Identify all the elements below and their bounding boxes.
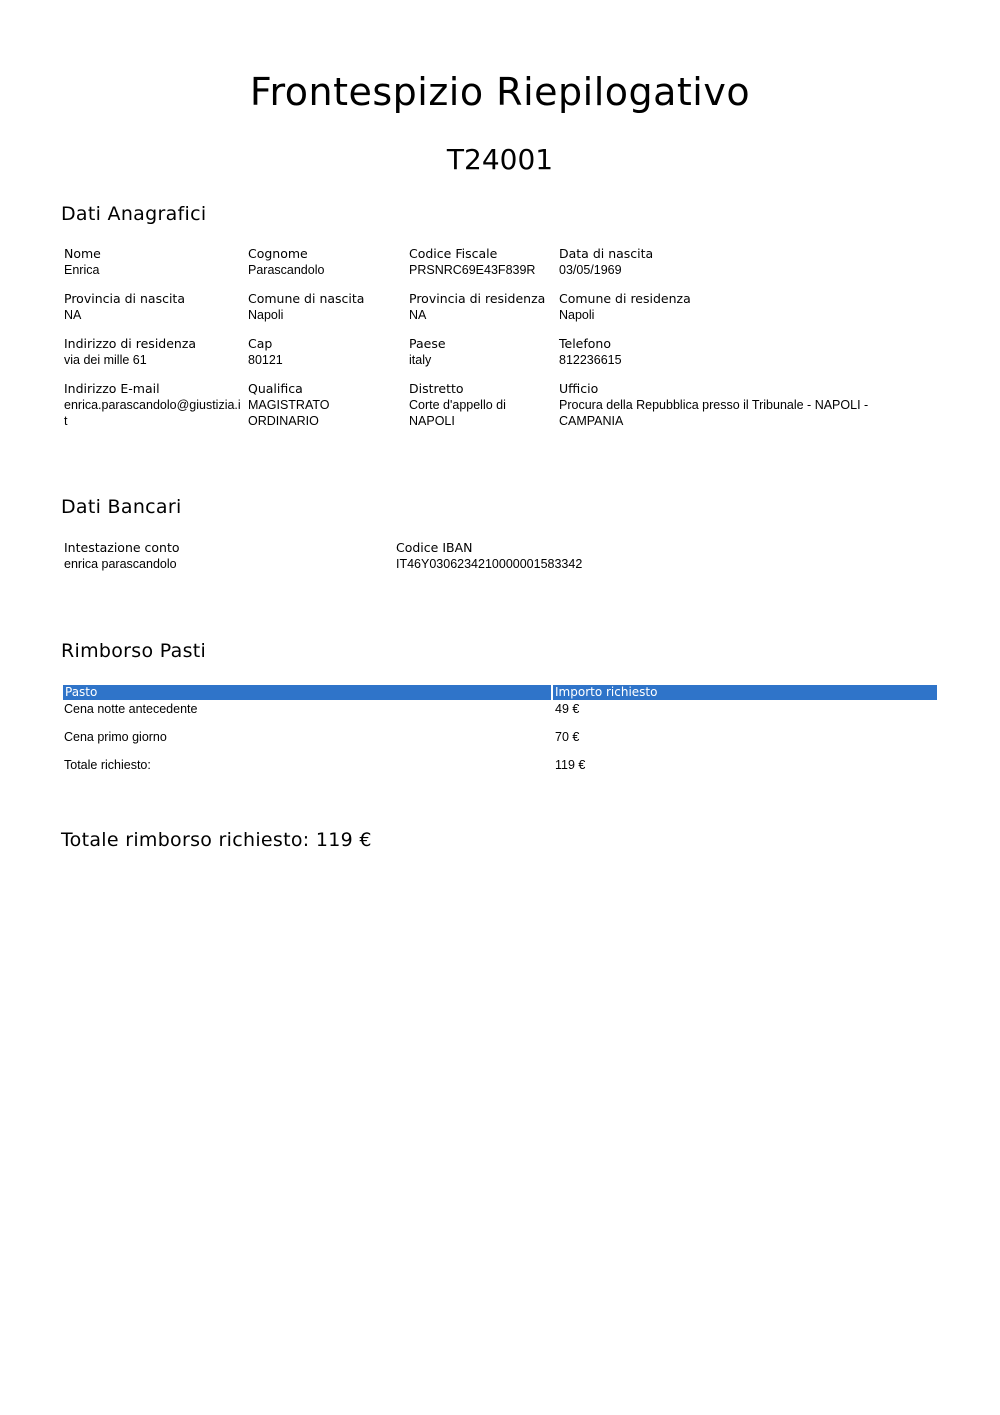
- field-provincia-nascita: [64, 291, 244, 323]
- field-value: italy: [409, 353, 432, 367]
- field-label: Codice Fiscale: [409, 246, 498, 261]
- document-code: T24001: [446, 143, 554, 176]
- field-value: NA: [64, 308, 82, 322]
- field-value: NA: [409, 308, 427, 322]
- field-value: IT46Y0306234210000001583342: [396, 557, 583, 571]
- section-title-bancari: Dati Bancari: [61, 496, 182, 518]
- field-data-nascita: [559, 246, 889, 278]
- table-header-importo: Importo richiesto: [553, 685, 937, 700]
- field-value: 03/05/1969: [559, 263, 622, 277]
- field-label: Data di nascita: [559, 246, 654, 261]
- field-label: Ufficio: [559, 381, 599, 396]
- field-label: Comune di nascita: [248, 291, 365, 306]
- field-value: 80121: [248, 353, 283, 367]
- field-cognome: [248, 246, 406, 278]
- field-value: 812236615: [559, 353, 622, 367]
- field-label: Cognome: [248, 246, 308, 261]
- table-cell-pasto: Cena notte antecedente: [64, 702, 198, 716]
- document-title: Frontespizio Riepilogativo: [249, 70, 751, 114]
- field-value: Napoli: [248, 308, 284, 322]
- section-title-pasti: Rimborso Pasti: [61, 640, 207, 662]
- field-codice-iban: [396, 540, 796, 572]
- field-label: Provincia di residenza: [409, 291, 546, 306]
- field-value: PRSNRC69E43F839R: [409, 263, 536, 277]
- section-title-anagrafici: Dati Anagrafici: [61, 203, 207, 225]
- field-value: Procura della Repubblica presso il Tribunale - NAPOLI - CAMPANIA: [559, 398, 869, 428]
- field-label: Provincia di nascita: [64, 291, 185, 306]
- field-email: [64, 381, 244, 429]
- field-label: Indirizzo di residenza: [64, 336, 197, 351]
- field-value: enrica parascandolo: [64, 557, 177, 571]
- field-label: Paese: [409, 336, 446, 351]
- field-indirizzo-residenza: [64, 336, 244, 368]
- field-label: Distretto: [409, 381, 464, 396]
- field-cap: [248, 336, 406, 368]
- field-telefono: [559, 336, 889, 368]
- field-label: Comune di residenza: [559, 291, 691, 306]
- field-value: MAGISTRATO ORDINARIO: [248, 398, 330, 428]
- field-label: Nome: [64, 246, 101, 261]
- table-cell-importo: 49 €: [555, 702, 580, 716]
- field-provincia-residenza: [409, 291, 557, 323]
- field-intestazione-conto: [64, 540, 384, 572]
- table-cell-importo: 70 €: [555, 730, 580, 744]
- field-paese: [409, 336, 557, 368]
- field-value: Enrica: [64, 263, 100, 277]
- field-label: Cap: [248, 336, 273, 351]
- table-header-pasto: Pasto: [63, 685, 551, 700]
- field-nome: [64, 246, 244, 278]
- field-distretto: [409, 381, 529, 429]
- field-label: Telefono: [559, 336, 611, 351]
- field-value: Parascandolo: [248, 263, 325, 277]
- field-value: Napoli: [559, 308, 595, 322]
- table-cell-totale-importo: 119 €: [555, 758, 586, 772]
- field-value: Corte d'appello di NAPOLI: [409, 398, 506, 428]
- field-label: Codice IBAN: [396, 540, 473, 555]
- table-cell-totale-label: Totale richiesto:: [64, 758, 151, 772]
- field-value: via dei mille 61: [64, 353, 147, 367]
- field-comune-nascita: [248, 291, 406, 323]
- field-label: Qualifica: [248, 381, 303, 396]
- field-label: Indirizzo E-mail: [64, 381, 160, 396]
- field-value: enrica.parascandolo@giustizia.it: [64, 398, 241, 428]
- field-label: Intestazione conto: [64, 540, 180, 555]
- field-ufficio: [559, 381, 889, 429]
- total-reimbursement: Totale rimborso richiesto: 119 €: [61, 829, 372, 851]
- field-comune-residenza: [559, 291, 889, 323]
- field-codice-fiscale: [409, 246, 557, 278]
- field-qualifica: [248, 381, 368, 429]
- table-cell-pasto: Cena primo giorno: [64, 730, 167, 744]
